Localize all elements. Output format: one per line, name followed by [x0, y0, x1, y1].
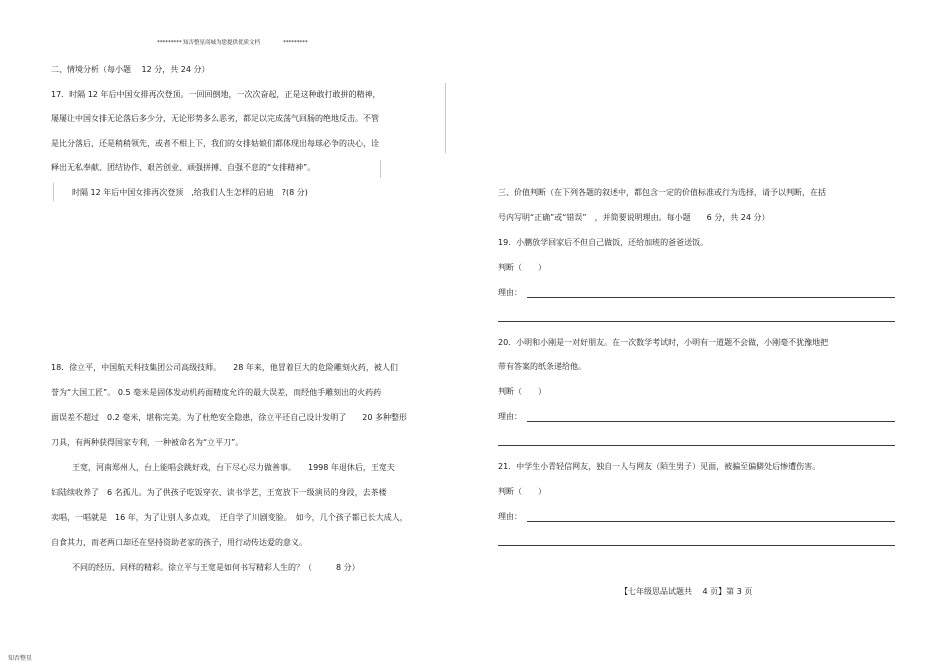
- q17-line-1: 17．时隔 12 年后中国女排再次登顶。一回回倒地，一次次奋起，正是这种敢打敢拼的精神，: [51, 90, 381, 99]
- corner-note: 知否整星: [8, 655, 33, 662]
- q19-judge: 判断（ ）: [498, 263, 546, 272]
- header-dots-left: *********: [157, 40, 182, 46]
- q18-para2-line-2: 妇陆续收养了 6 名孤儿。为了供孩子吃饭穿衣、读书学艺，王宽放下一级演员的身段，去茶楼: [51, 488, 387, 497]
- q19-reason-label: 理由：: [498, 288, 522, 297]
- page-footer: 【七年级思品试题共 4 页】第 3 页: [620, 587, 753, 596]
- q21-reason-label: 理由：: [498, 512, 522, 521]
- q18-line-3: 面误差不超过 0.2 毫米，堪称完美。为了杜绝安全隐患，徐立平还自己设计发明了 20 多种整形: [51, 413, 407, 422]
- q20-answer-line-1: [527, 421, 895, 422]
- q20-reason-label: 理由：: [498, 412, 522, 421]
- q17-question: 时隔 12 年后中国女排再次登顶 ,给我们人生怎样的启迪 ?(8 分): [72, 188, 308, 197]
- q21-judge: 判断（ ）: [498, 487, 546, 496]
- q17-frame-left: [53, 183, 54, 201]
- q17-frame-right: [445, 83, 446, 153]
- q20-line-2: 带有答案的纸条递给他。: [498, 362, 586, 371]
- q18-line-2: 誉为“大国工匠”。 0.5 毫米是固体发动机药面精度允许的最大误差，而经他手雕刻出的火药药: [51, 388, 382, 397]
- q18-line-1: 18．徐立平，中国航天科技集团公司高级技师。 28 年来，他冒着巨大的危险雕刻火药，被人们: [51, 363, 398, 372]
- q17-line-3: 是比分落后，还是稍稍领先，或者不相上下，我们的女排姑娘们都体现出每球必争的决心，诠: [51, 139, 379, 148]
- q17-line-4: 释出无私奉献、团结协作、艰苦创业、顽强拼搏、自强不息的“女排精神”。: [51, 163, 316, 172]
- q19-text: 19．小鹏放学回家后不但自己做饭，还给加班的爸爸送饭。: [498, 238, 709, 247]
- header-dots-right: *********: [283, 40, 308, 46]
- q21-answer-line-1: [527, 521, 895, 522]
- q18-para2-line-4: 自食其力，而老两口却还在坚持资助老家的孩子，用行动传达爱的意义。: [51, 538, 307, 547]
- q21-answer-line-2: [498, 545, 895, 546]
- q17-line-2: 屡屡让中国女排无论落后多少分，无论形势多么恶劣，都足以完成荡气回肠的绝地反击。不管: [51, 114, 379, 123]
- q21-text: 21．中学生小青轻信网友，独自一人与网友（陌生男子）见面，被骗至偏僻处后惨遭伤害。: [498, 462, 821, 471]
- section3-title-line-1: 三、价值判断（在下列各题的叙述中，都包含一定的价值标准或行为选择，请予以判断，在括: [498, 188, 826, 197]
- header-notice: 知否整星商城为您提供优质文档: [183, 40, 261, 46]
- q18-question: 不同的经历、同样的精彩。徐立平与王宽是如何书写精彩人生的？（ 8 分）: [72, 563, 360, 572]
- q19-answer-line-2: [498, 321, 895, 322]
- q20-line-1: 20．小明和小刚是一对好朋友。在一次数学考试时，小明有一道题不会做，小刚毫不犹豫地把: [498, 338, 829, 347]
- q18-line-4: 刀具，有两种获得国家专利，一种被命名为“立平刀”。: [51, 438, 244, 447]
- q20-answer-line-2: [498, 445, 895, 446]
- section3-title-line-2: 号内写明“正确”或“错误” ，并简要说明理由。每小题 6 分，共 24 分）: [498, 213, 770, 222]
- section2-title: 二、情境分析（每小题 12 分，共 24 分）: [51, 65, 210, 74]
- q19-answer-line-1: [527, 297, 895, 298]
- q18-para2-line-1: 王宽，河南郑州人，台上能唱会跳好戏，台下尽心尽力做善事。 1998 年退休后，王宽夫: [72, 463, 395, 472]
- q20-judge: 判断（ ）: [498, 387, 546, 396]
- q17-frame-right-2: [380, 160, 381, 178]
- q18-para2-line-3: 卖唱，一唱就是 16 年，为了让别人多点戏， 迁自学了川剧变脸。 如今，几个孩子都已长大成人，: [51, 513, 408, 522]
